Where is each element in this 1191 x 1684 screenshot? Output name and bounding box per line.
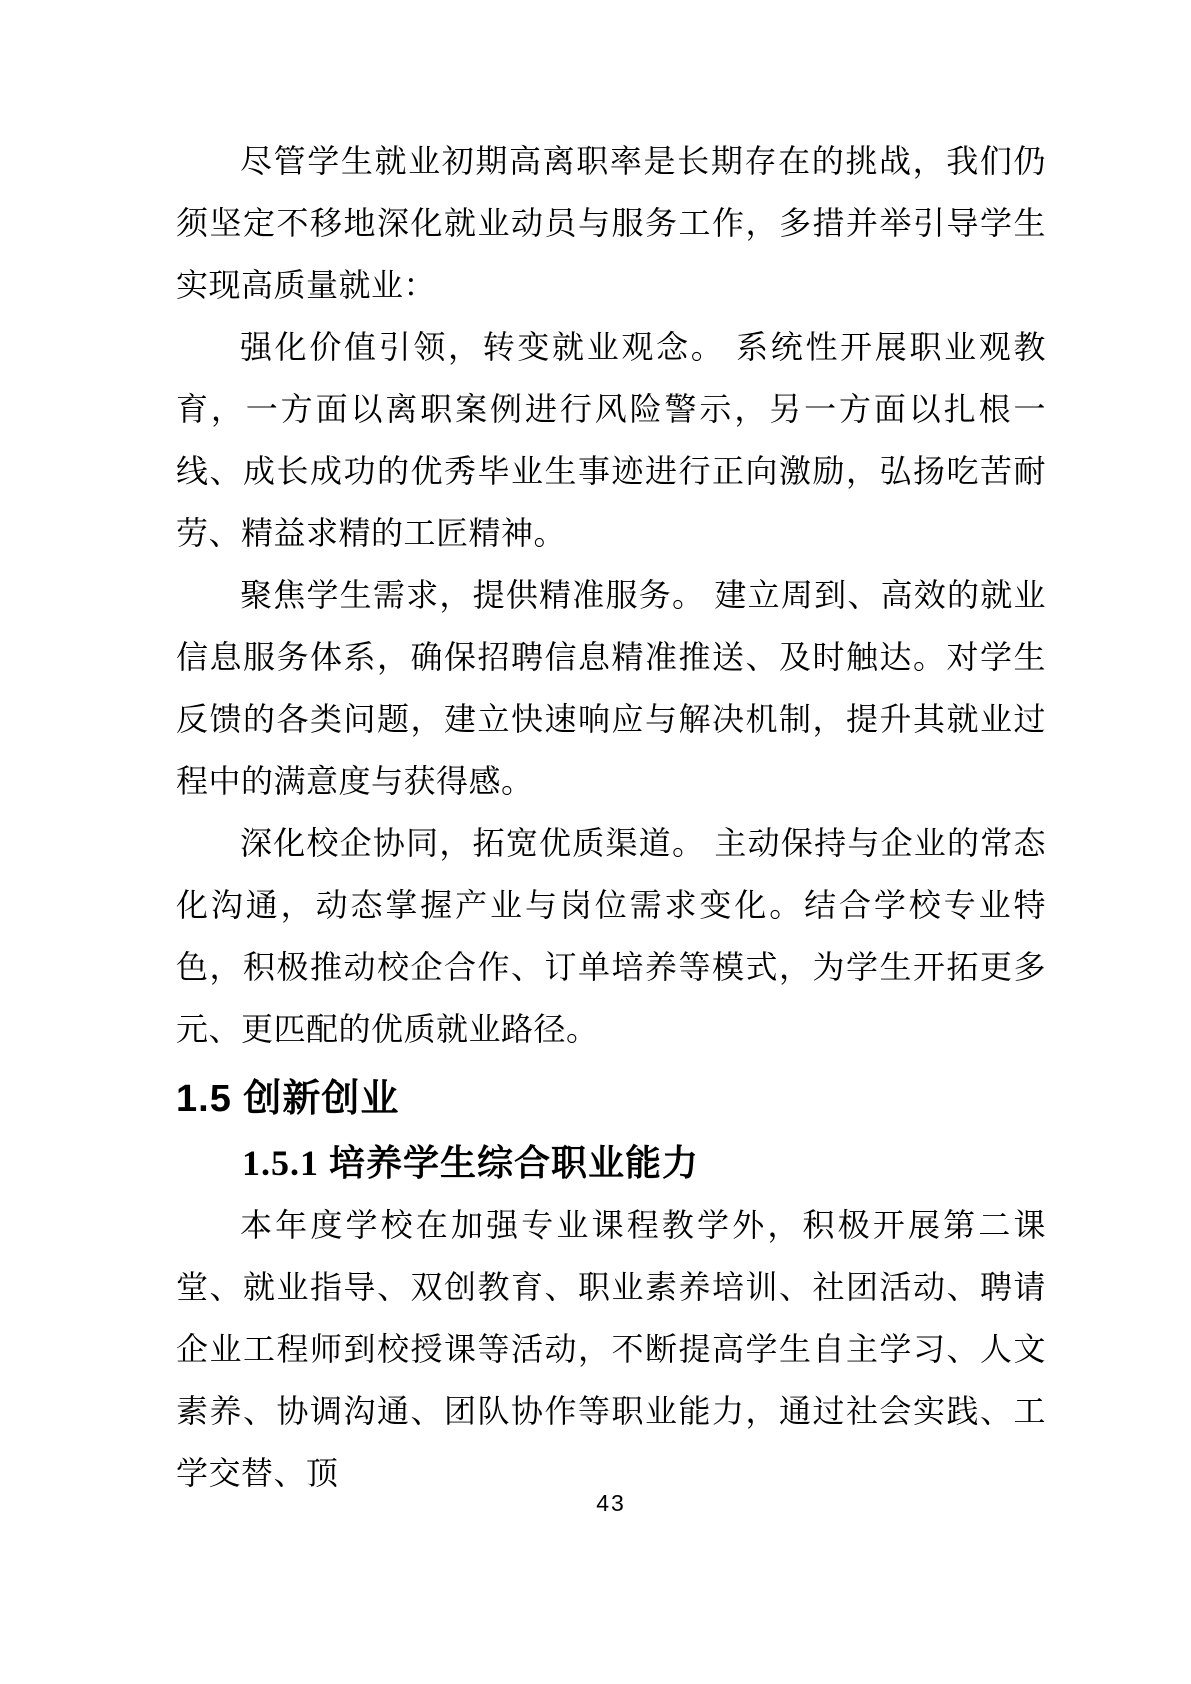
document-body xyxy=(176,130,1046,1504)
subsection-heading: 1.5.1 培养学生综合职业能力 xyxy=(242,1143,700,1183)
paragraph: 尽管学生就业初期高离职率是长期存在的挑战，我们仍须坚定不移地深化就业动员与服务工作，多措并举引导学生实现高质量就业： xyxy=(176,143,1046,303)
section-heading: 1.5 创新创业 xyxy=(176,1078,400,1120)
paragraph: 聚焦学生需求，提供精准服务。 建立周到、高效的就业信息服务体系，确保招聘信息精准推送、及时触达。对学生反馈的各类问题，建立快速响应与解决机制，提升其就业过程中的满意度与获得感。 xyxy=(176,577,1046,799)
page-number: 43 xyxy=(596,1490,626,1516)
paragraph: 本年度学校在加强专业课程教学外，积极开展第二课堂、就业指导、双创教育、职业素养培训、社团活动、聘请企业工程师到校授课等活动，不断提高学生自主学习、人文素养、协调沟通、团队协作等职业能力，通过社会实践、工学交替、顶 xyxy=(176,1207,1046,1491)
paragraph: 深化校企协同，拓宽优质渠道。 主动保持与企业的常态化沟通，动态掌握产业与岗位需求变化。结合学校专业特色，积极推动校企合作、订单培养等模式，为学生开拓更多元、更匹配的优质就业路径。 xyxy=(176,825,1046,1047)
paragraph: 强化价值引领，转变就业观念。 系统性开展职业观教育，一方面以离职案例进行风险警示，另一方面以扎根一线、成长成功的优秀毕业生事迹进行正向激励，弘扬吃苦耐劳、精益求精的工匠精神。 xyxy=(176,329,1046,551)
